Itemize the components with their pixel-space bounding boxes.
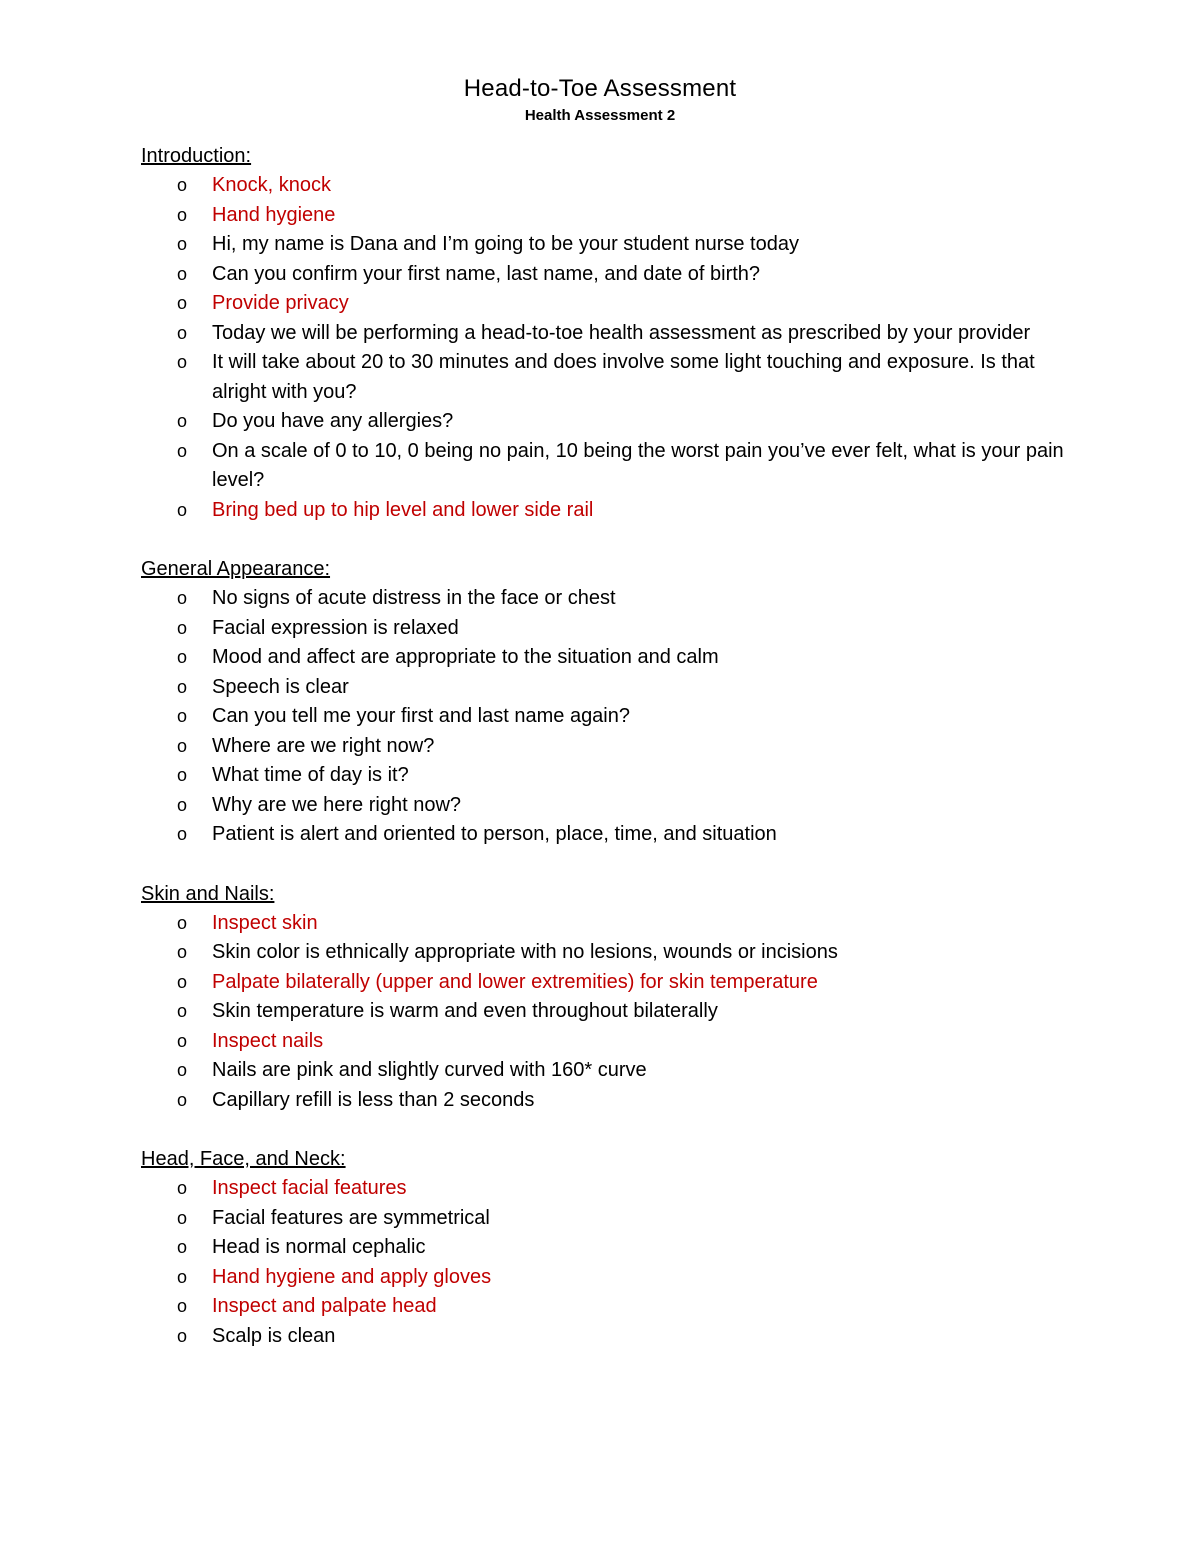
bullet-icon: o: [177, 263, 188, 284]
list-item-text: Where are we right now?: [212, 734, 435, 757]
list-item: [141, 437, 1072, 496]
list-item-text: Facial features are symmetrical: [212, 1206, 490, 1229]
bullet-icon: o: [177, 971, 188, 992]
list-item: [141, 1233, 1072, 1263]
list-item-text: Provide privacy: [212, 292, 349, 314]
bullet-list: [141, 584, 1141, 850]
list-item: [141, 1204, 1072, 1234]
list-item-text: Skin temperature is warm and even throughout bilaterally: [212, 1000, 718, 1022]
list-item-text: Bring bed up to hip level and lower side rail: [212, 498, 594, 521]
list-item: [141, 1086, 1072, 1116]
list-item-text: Mood and affect are appropriate to the situation and calm: [212, 646, 719, 668]
list-item-text: Speech is clear: [212, 675, 349, 698]
bullet-list: [141, 909, 1141, 1116]
list-item-text: Can you confirm your first name, last name, and date of birth?: [212, 262, 761, 285]
list-item-text: It will take about 20 to 30 minutes and does involve some light touching and exposure. Is that alright with you?: [212, 351, 1035, 403]
bullet-icon: o: [177, 912, 188, 933]
bullet-list: [141, 1174, 1141, 1351]
list-item: [141, 997, 1072, 1027]
section: [141, 554, 1141, 850]
list-item-text: Inspect nails: [212, 1029, 324, 1052]
bullet-icon: o: [177, 352, 188, 372]
document-title: Head-to-Toe Assessment: [463, 75, 737, 102]
list-item: [141, 584, 1072, 614]
list-item-text: Hand hygiene and apply gloves: [212, 1265, 492, 1288]
list-item: [141, 260, 1072, 290]
bullet-icon: o: [177, 440, 188, 461]
list-item: [141, 820, 1072, 850]
list-item: [141, 407, 1072, 437]
bullet-icon: o: [177, 617, 188, 638]
bullet-icon: o: [177, 1266, 188, 1287]
list-item-text: Inspect facial features: [212, 1177, 407, 1199]
bullet-icon: o: [177, 322, 188, 343]
list-item: [141, 289, 1072, 319]
list-item: [141, 1263, 1072, 1293]
list-item: [141, 1174, 1072, 1204]
bullet-icon: o: [177, 1060, 188, 1080]
list-item-text: Today we will be performing a head-to-toe health assessment as prescribed by your provider: [212, 321, 1031, 344]
list-item: [141, 643, 1072, 673]
bullet-icon: o: [177, 706, 188, 726]
document-subtitle: Health Assessment 2: [524, 107, 676, 124]
list-item-text: Palpate bilaterally (upper and lower extremities) for skin temperature: [212, 970, 818, 993]
bullet-icon: o: [177, 204, 188, 225]
list-item-text: Hi, my name is Dana and I’m going to be your student nurse today: [212, 233, 799, 255]
list-item: [141, 673, 1072, 703]
list-item: [141, 1322, 1072, 1352]
list-item-text: No signs of acute distress in the face or chest: [212, 587, 616, 609]
bullet-icon: o: [177, 942, 188, 962]
list-item: [141, 791, 1072, 821]
list-item-text: Do you have any allergies?: [212, 410, 454, 432]
list-item: [141, 348, 1072, 407]
bullet-icon: o: [177, 1237, 188, 1257]
list-item: [141, 761, 1072, 791]
list-item-text: Head is normal cephalic: [212, 1236, 426, 1258]
bullet-icon: o: [177, 1178, 188, 1198]
section: [141, 1144, 1141, 1351]
bullet-icon: o: [177, 499, 188, 520]
bullet-icon: o: [177, 588, 188, 608]
list-item: [141, 968, 1072, 998]
bullet-icon: o: [177, 765, 188, 785]
list-item: [141, 1056, 1072, 1086]
list-item-text: What time of day is it?: [212, 764, 409, 786]
list-item-text: Why are we here right now?: [212, 793, 462, 816]
bullet-icon: o: [177, 1296, 188, 1316]
list-item-text: Scalp is clean: [212, 1324, 336, 1347]
list-item: [141, 614, 1072, 644]
list-item-text: Can you tell me your first and last name again?: [212, 705, 630, 727]
bullet-icon: o: [177, 293, 188, 313]
list-item: [141, 732, 1072, 762]
list-item: [141, 496, 1072, 526]
bullet-icon: o: [177, 735, 188, 756]
bullet-icon: o: [177, 794, 188, 815]
bullet-icon: o: [177, 1207, 188, 1228]
bullet-list: [141, 171, 1141, 525]
list-item-text: Hand hygiene: [212, 203, 336, 226]
list-item: [141, 1292, 1072, 1322]
section-heading: Introduction:: [141, 145, 252, 167]
list-item-text: On a scale of 0 to 10, 0 being no pain, 10 being the worst pain you’ve ever felt, what is your pain level?: [212, 439, 1064, 491]
list-item: [141, 938, 1072, 968]
bullet-icon: o: [177, 1089, 188, 1110]
list-item: [141, 1027, 1072, 1057]
list-item-text: Knock, knock: [212, 174, 331, 196]
bullet-icon: o: [177, 1325, 188, 1346]
bullet-icon: o: [177, 1030, 188, 1051]
list-item: [141, 319, 1072, 349]
list-item: [141, 171, 1072, 201]
list-item-text: Facial expression is relaxed: [212, 616, 459, 639]
section-heading: Skin and Nails:: [141, 882, 275, 905]
bullet-icon: o: [177, 824, 188, 844]
bullet-icon: o: [177, 647, 188, 667]
list-item-text: Skin color is ethnically appropriate with no lesions, wounds or incisions: [212, 941, 838, 963]
section-heading: General Appearance:: [141, 558, 331, 580]
list-item-text: Capillary refill is less than 2 seconds: [212, 1088, 535, 1111]
bullet-icon: o: [177, 676, 188, 697]
list-item-text: Inspect skin: [212, 911, 318, 934]
list-item-text: Nails are pink and slightly curved with 160* curve: [212, 1059, 647, 1081]
list-item: [141, 201, 1072, 231]
list-item-text: Inspect and palpate head: [212, 1295, 437, 1317]
list-item: [141, 909, 1072, 939]
document-body: [141, 141, 1141, 1380]
section-heading: Head, Face, and Neck:: [141, 1148, 346, 1170]
list-item: [141, 230, 1072, 260]
section: [141, 879, 1141, 1116]
bullet-icon: o: [177, 1001, 188, 1021]
bullet-icon: o: [177, 234, 188, 254]
list-item: [141, 702, 1072, 732]
list-item-text: Patient is alert and oriented to person, place, time, and situation: [212, 823, 777, 845]
bullet-icon: o: [177, 411, 188, 431]
bullet-icon: o: [177, 175, 188, 195]
section: [141, 141, 1141, 525]
